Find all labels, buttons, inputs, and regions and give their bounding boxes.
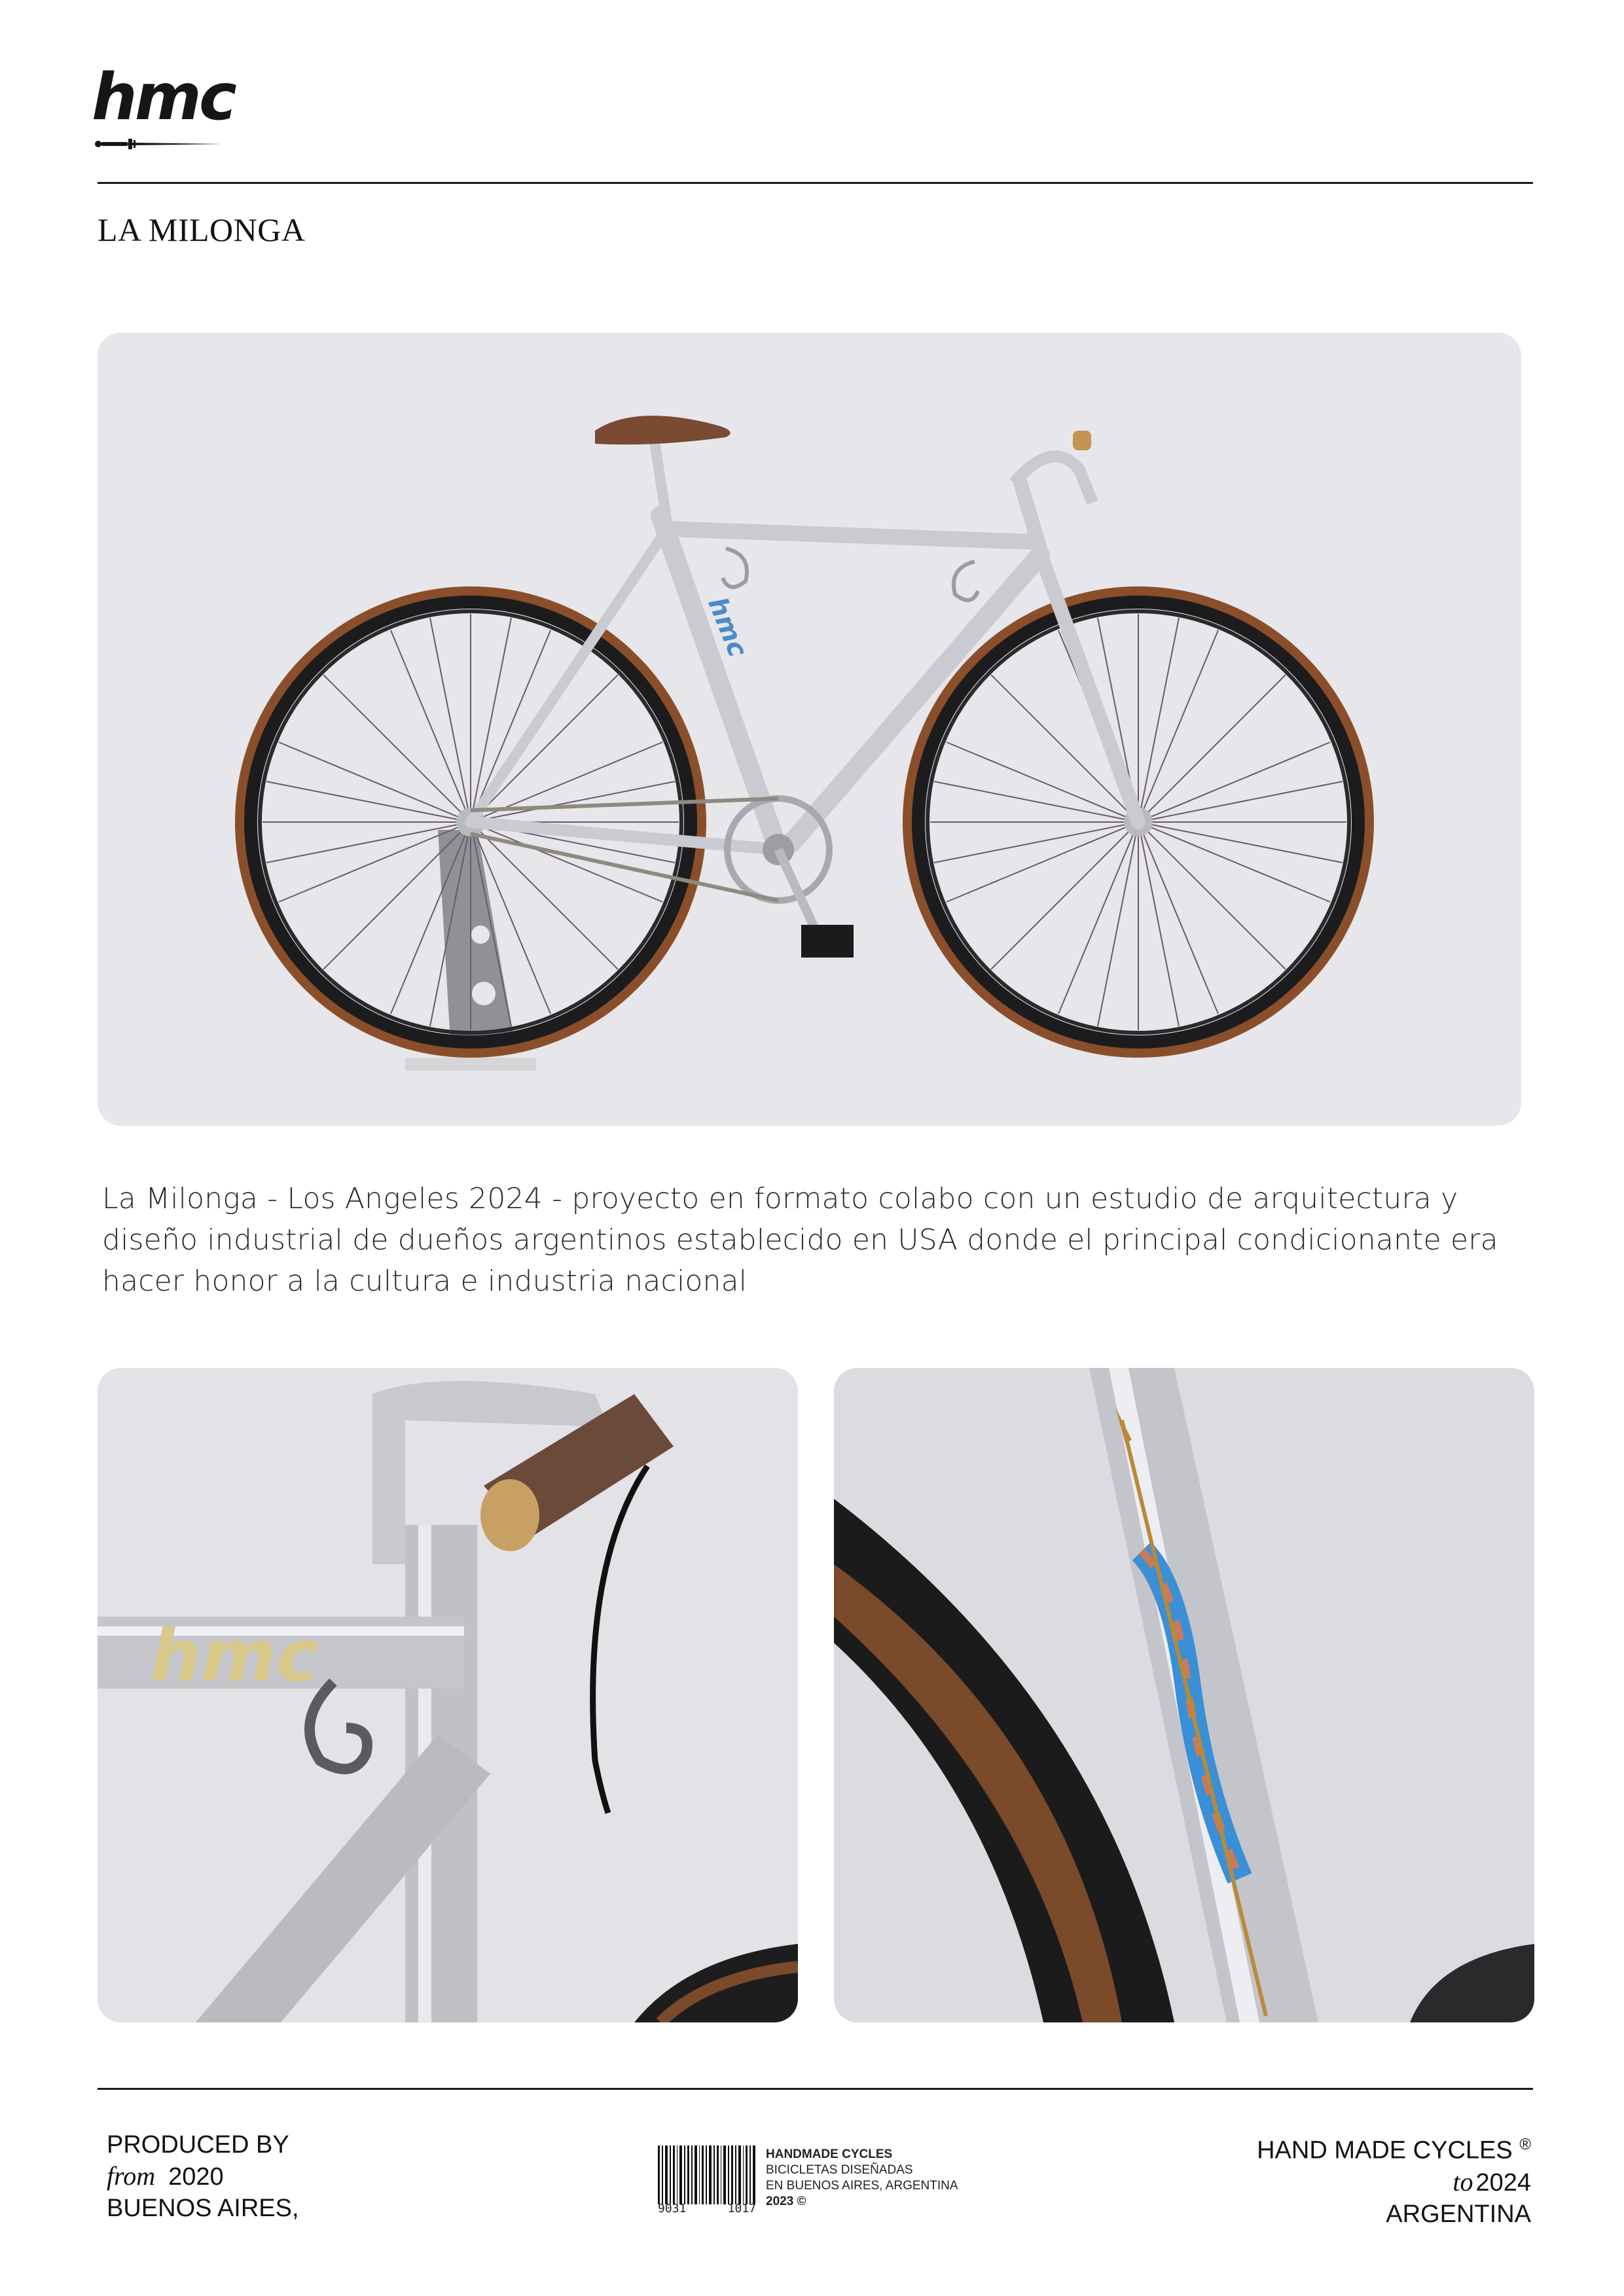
footer-copyright: 2023 ©: [766, 2195, 806, 2208]
logo-text: hmc: [92, 60, 234, 135]
registered-mark: ®: [1519, 2136, 1531, 2153]
detail-photo-decal: [834, 1368, 1534, 2022]
barcode-number-right: 1017: [727, 2202, 756, 2215]
footer-country: ARGENTINA: [1386, 2200, 1531, 2228]
footer-city: BUENOS AIRES,: [107, 2195, 299, 2222]
footer-from-year: 2020: [168, 2163, 224, 2191]
barcode-icon: [658, 2145, 756, 2204]
footer-brand-line: HANDMADE CYCLES: [766, 2147, 893, 2161]
footer-divider: [98, 2088, 1533, 2090]
footer-brand: [1257, 2129, 1531, 2230]
footer-tagline-1: BICICLETAS DISEÑADAS: [766, 2163, 913, 2177]
footer-produced-by: [107, 2129, 299, 2224]
footer-to-word: to: [1453, 2166, 1473, 2197]
brand-logo: [92, 60, 262, 164]
footer-tagline-2: EN BUENOS AIRES, ARGENTINA: [766, 2179, 958, 2193]
footer-barcode-block: [658, 2145, 998, 2221]
tube-logo: hmc: [150, 1614, 319, 1698]
footer-to-year: 2024: [1475, 2168, 1531, 2197]
bike-main-photo: [98, 332, 1521, 1126]
footer-produced-label: PRODUCED BY: [107, 2131, 289, 2159]
detail-photo-headtube: [98, 1368, 798, 2022]
frame-decal: hmc: [702, 592, 753, 662]
description-text: La Milonga - Los Angeles 2024 - proyecto en formato colabo con un estudio de arquitectura y diseño industrial de dueños argentinos establecido en USA donde el principal condicionante era hacer honor a la cultura e industria nacional: [102, 1182, 1498, 1298]
barcode-number-left: 9031: [658, 2202, 687, 2215]
page-title: LA MILONGA: [98, 211, 306, 248]
footer-brand-name: HAND MADE CYCLES: [1257, 2136, 1513, 2164]
footer-from-word: from: [107, 2161, 156, 2191]
header-divider: [98, 182, 1533, 184]
dagger-icon: [92, 131, 223, 157]
